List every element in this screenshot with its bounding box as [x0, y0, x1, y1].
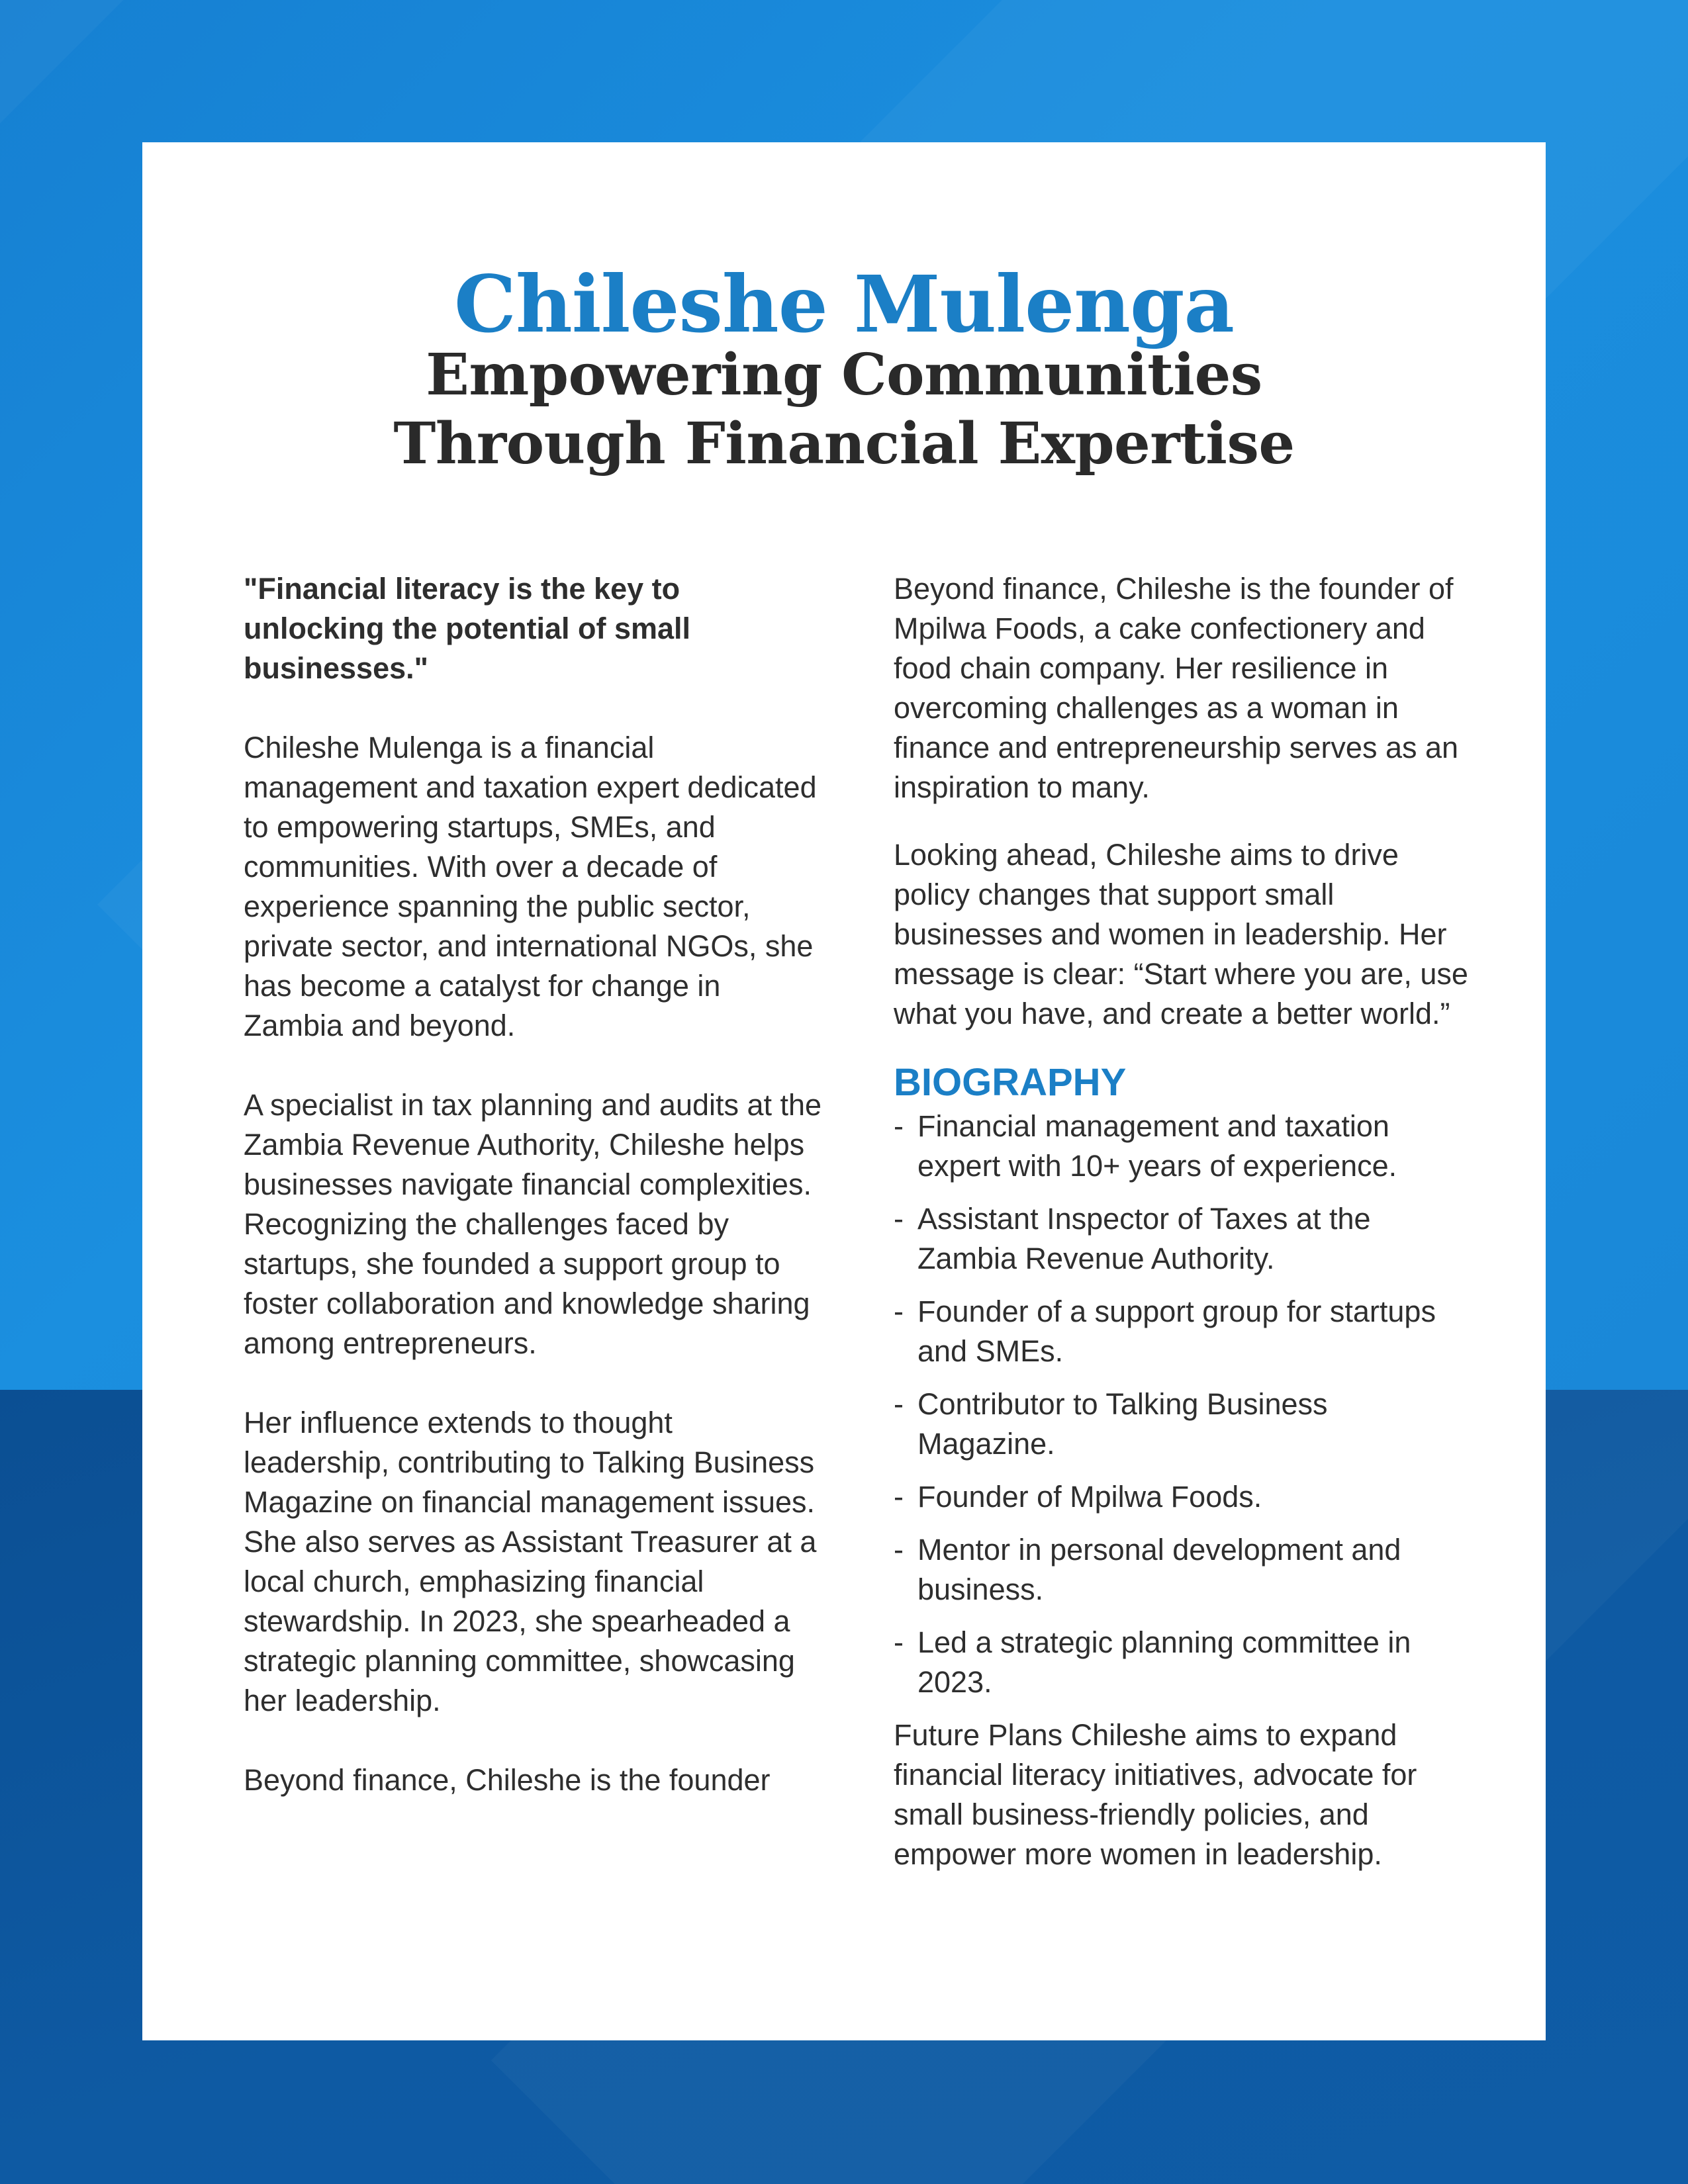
profile-card [142, 142, 1546, 2040]
bullet-marker: - [894, 1109, 904, 1143]
list-item-text: Founder of a support group for startups and SMEs. [917, 1295, 1436, 1368]
body-paragraph: Chileshe Mulenga is a financial management and taxation expert dedicated to empowering startups, SMEs, and communities. With over a decade of experience spanning the public sector, private sector, and international NGOs, she has become a catalyst for change in Zambia and beyond. [244, 731, 817, 1042]
list-item [894, 1107, 1470, 1186]
list-item-text: Contributor to Talking Business Magazine. [917, 1387, 1328, 1461]
list-item-text: Financial management and taxation expert with 10+ years of experience. [917, 1109, 1397, 1183]
pull-quote: "Financial literacy is the key to unlocking the potential of small businesses." [244, 572, 691, 685]
list-item [894, 1385, 1470, 1464]
list-item-text: Founder of Mpilwa Foods. [917, 1480, 1262, 1514]
future-plans-paragraph: Future Plans Chileshe aims to expand financial literacy initiatives, advocate for small business-friendly policies, and empower more women in leadership. [894, 1718, 1417, 1871]
bullet-marker: - [894, 1480, 904, 1514]
left-column [244, 569, 826, 1840]
body-paragraph: Her influence extends to thought leadership, contributing to Talking Business Magazine on financial management issues. She also serves as Assistant Treasurer at a local church, emphasizing financial stewardship. In 2023, she spearheaded a strategic planning committee, showcasing her leadership. [244, 1406, 817, 1717]
body-paragraph: Looking ahead, Chileshe aims to drive policy changes that support small businesses and women in leadership. Her message is clear: “Start where you are, use what you have, and create a better world.” [894, 838, 1468, 1030]
page-title: Chileshe Mulenga [454, 258, 1234, 350]
list-item [894, 1623, 1470, 1702]
subtitle-line: Through Financial Expertise [393, 410, 1295, 477]
list-item [894, 1477, 1470, 1517]
body-paragraph: A specialist in tax planning and audits at the Zambia Revenue Authority, Chileshe helps businesses navigate financial complexities. Recognizing the challenges faced by startups, she founded a support group to foster collaboration and knowledge sharing among entrepreneurs. [244, 1088, 822, 1360]
page-subtitle [142, 341, 1546, 478]
body-paragraph: Beyond finance, Chileshe is the founder [244, 1763, 771, 1797]
list-item-text: Assistant Inspector of Taxes at the Zambia Revenue Authority. [917, 1202, 1371, 1275]
list-item [894, 1292, 1470, 1371]
subtitle-line: Empowering Communities [426, 341, 1262, 408]
list-item [894, 1530, 1470, 1610]
body-paragraph: Beyond finance, Chileshe is the founder of Mpilwa Foods, a cake confectionery and food chain company. Her resilience in overcoming challenges as a woman in finance and entrepreneurship serves as an inspiration to many. [894, 572, 1459, 804]
bullet-marker: - [894, 1533, 904, 1567]
bullet-marker: - [894, 1295, 904, 1328]
list-item-text: Led a strategic planning committee in 2023. [917, 1625, 1411, 1699]
bullet-marker: - [894, 1387, 904, 1421]
biography-list [894, 1107, 1470, 1702]
bullet-marker: - [894, 1202, 904, 1236]
bullet-marker: - [894, 1625, 904, 1659]
biography-heading: BIOGRAPHY [894, 1061, 1127, 1104]
list-item-text: Mentor in personal development and business. [917, 1533, 1401, 1606]
right-column [894, 569, 1470, 1874]
list-item [894, 1199, 1470, 1279]
